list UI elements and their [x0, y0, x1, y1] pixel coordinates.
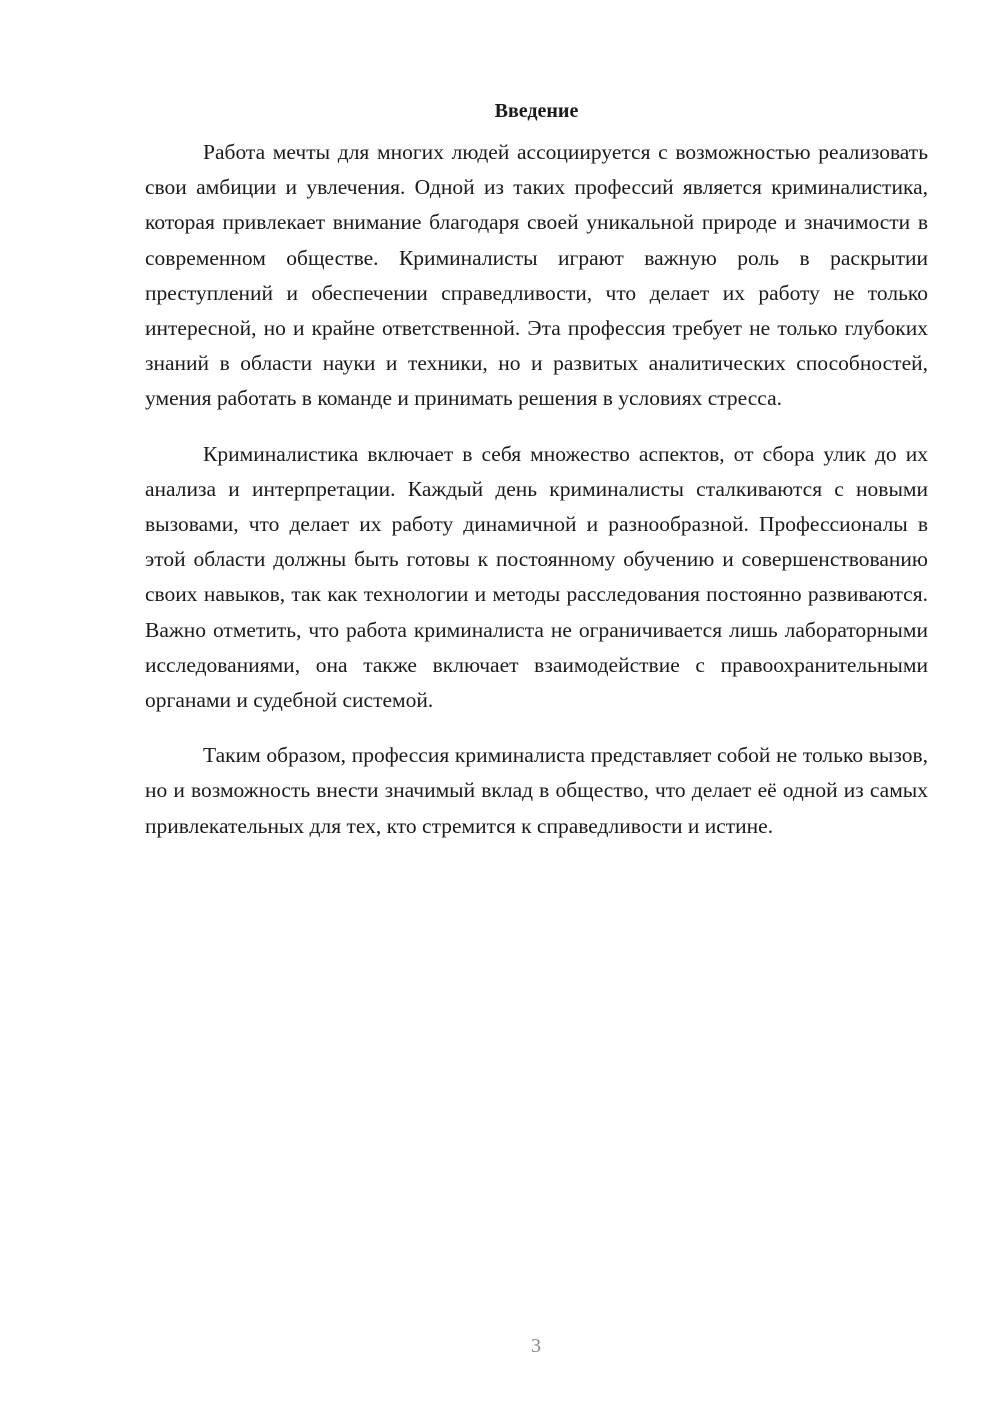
page-content — [145, 95, 928, 844]
paragraph-3: Таким образом, профессия криминалиста представляет собой не только вызов, но и возможность внести значимый вклад в общество, что делает её одной из самых привлекательных для тех, кто стремится к справедливости и истине. — [145, 743, 928, 838]
page-number: 3 — [531, 1335, 541, 1357]
section-title: Введение — [494, 100, 579, 122]
paragraph-1: Работа мечты для многих людей ассоциируется с возможностью реализовать свои амбиции и увлечения. Одной из таких профессий является криминалистика, которая привлекает внимание благодаря своей уникальной природе и значимости в современном обществе. Криминалисты играют важную роль в раскрытии преступлений и обеспечении справедливости, что делает их работу не только интересной, но и крайне ответственной. Эта профессия требует не только глубоких знаний в области науки и техники, но и развитых аналитических способностей, умения работать в команде и принимать решения в условиях стресса. — [145, 140, 928, 411]
paragraph-2: Криминалистика включает в себя множество аспектов, от сбора улик до их анализа и интерпретации. Каждый день криминалисты сталкиваются с новыми вызовами, что делает их работу динамичной и разнообразной. Профессионалы в этой области должны быть готовы к постоянному обучению и совершенствованию своих навыков, так как технологии и методы расследования постоянно развиваются. Важно отметить, что работа криминалиста не ограничивается лишь лабораторными исследованиями, она также включает взаимодействие с правоохранительными органами и судебной системой. — [145, 441, 928, 713]
